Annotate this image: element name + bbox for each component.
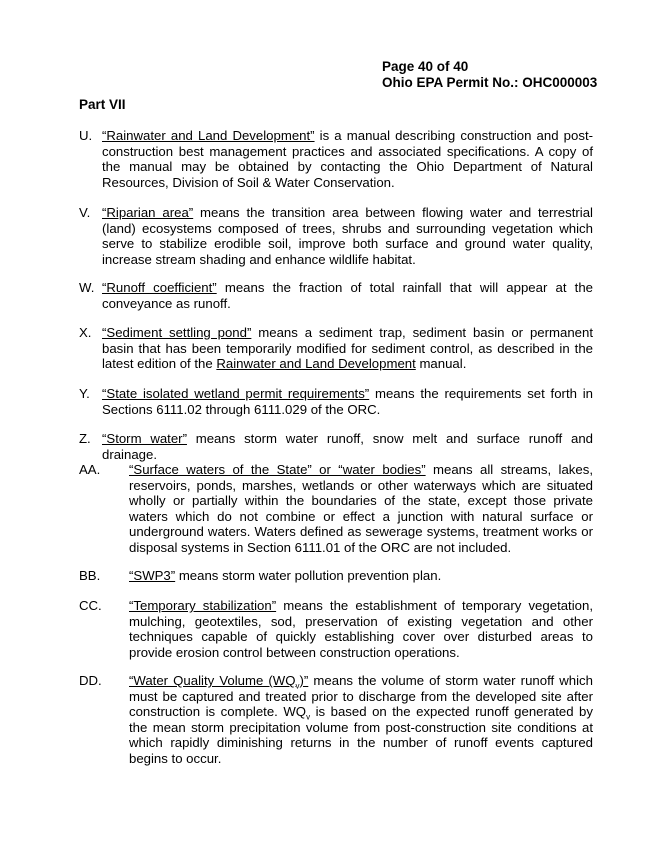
definition-body	[102, 205, 593, 267]
definition-body	[102, 431, 593, 462]
definition-text-after: manual.	[415, 356, 467, 371]
definition-term: “Sediment settling pond”	[102, 325, 252, 340]
definition-term: “Storm water”	[102, 431, 187, 446]
definition-body	[129, 568, 593, 584]
definition-text-rest: is based on the expected runoff generated by the mean storm precipitation volume from post-construction site conditions at which rapidly diminishing returns in the number of runoff events captured begins to occur.	[129, 704, 593, 766]
definition-text: means the fraction of total rainfall that will appear at the conveyance as runoff.	[102, 280, 593, 311]
definition-body	[102, 386, 593, 417]
definition-term: “Temporary stabilization”	[129, 598, 277, 613]
definition-y	[79, 386, 593, 417]
definition-bb	[79, 568, 593, 584]
definition-z	[79, 431, 593, 462]
manual-title-link: Rainwater and Land Development	[216, 356, 416, 371]
definition-cc	[79, 598, 593, 660]
page-header	[382, 59, 597, 91]
definition-text: means a sediment trap, sediment basin or permanent basin that has been temporarily modified for sediment control, as described in the latest edition of the	[102, 325, 593, 371]
part-heading: Part VII	[79, 97, 126, 112]
definition-label: W.	[79, 280, 95, 295]
definition-text: means all streams, lakes, reservoirs, ponds, marshes, wetlands or other waterways which are situated wholly or partially within the boundaries of the state, except those private waters which do not combine or effect a junction with natural surface or underground waters. Waters defined as sewerage systems, treatment works or disposal systems in Section 6111.01 of the ORC are not included.	[129, 462, 593, 555]
definition-text: means the requirements set forth in Sections 6111.02 through 6111.029 of the ORC.	[102, 386, 593, 417]
definition-label: Y.	[79, 386, 90, 401]
definition-term: “State isolated wetland permit requirements”	[102, 386, 370, 401]
definition-term: “Rainwater and Land Development”	[102, 128, 315, 143]
definition-label: AA.	[79, 462, 101, 477]
definition-body	[102, 325, 593, 372]
definition-term: “Riparian area”	[102, 205, 194, 220]
definition-text: means the transition area between flowing water and terrestrial (land) ecosystems composed of trees, shrubs and surrounding vegetation which serve to stabilize erodible soil, improve both surface and ground water quality, increase stream shading and enhance wildlife habitat.	[102, 205, 593, 267]
term-subscript: v	[295, 681, 300, 691]
definition-aa	[79, 462, 593, 555]
definition-term	[129, 673, 309, 691]
definition-label: BB.	[79, 568, 101, 583]
definition-label: X.	[79, 325, 92, 340]
definition-u	[79, 128, 593, 190]
definition-body	[129, 598, 593, 660]
definition-label: U.	[79, 128, 93, 143]
definition-dd	[79, 673, 593, 766]
term-suffix: )”	[299, 673, 309, 688]
definition-label: Z.	[79, 431, 91, 446]
definition-label: DD.	[79, 673, 102, 688]
definition-text: means the establishment of temporary vegetation, mulching, geotextiles, sod, preservation of existing vegetation and other techniques capable of quickly establishing cover over disturbed areas to provide erosion control between construction operations.	[129, 598, 593, 660]
definition-text: is a manual describing construction and post-construction best management practices and associated specifications. A copy of the manual may be obtained by contacting the Ohio Department of Natural Resources, Division of Soil & Water Conservation.	[102, 128, 593, 190]
definition-w	[79, 280, 593, 311]
definition-body	[102, 280, 593, 311]
definition-text: means the volume of storm water runoff which must be captured and treated prior to discharge from the developed site after construction is complete. WQ	[129, 673, 593, 719]
definition-body	[102, 128, 593, 190]
term-prefix: “Water Quality Volume (WQ	[129, 673, 296, 688]
page-number: Page 40 of 40	[382, 59, 469, 74]
definition-term: “Surface waters of the State” or “water bodies”	[129, 462, 426, 477]
definition-x	[79, 325, 593, 372]
permit-number: Ohio EPA Permit No.: OHC000003	[382, 75, 598, 90]
definition-label: CC.	[79, 598, 102, 613]
definition-text: means storm water pollution prevention plan.	[175, 568, 442, 583]
definition-body	[129, 673, 593, 766]
text-subscript: v	[306, 712, 311, 722]
definition-term: “Runoff coefficient”	[102, 280, 217, 295]
definition-v	[79, 205, 593, 267]
definition-text: means storm water runoff, snow melt and surface runoff and drainage.	[102, 431, 593, 462]
definition-body	[129, 462, 593, 555]
definition-term: “SWP3”	[129, 568, 176, 583]
definition-label: V.	[79, 205, 91, 220]
